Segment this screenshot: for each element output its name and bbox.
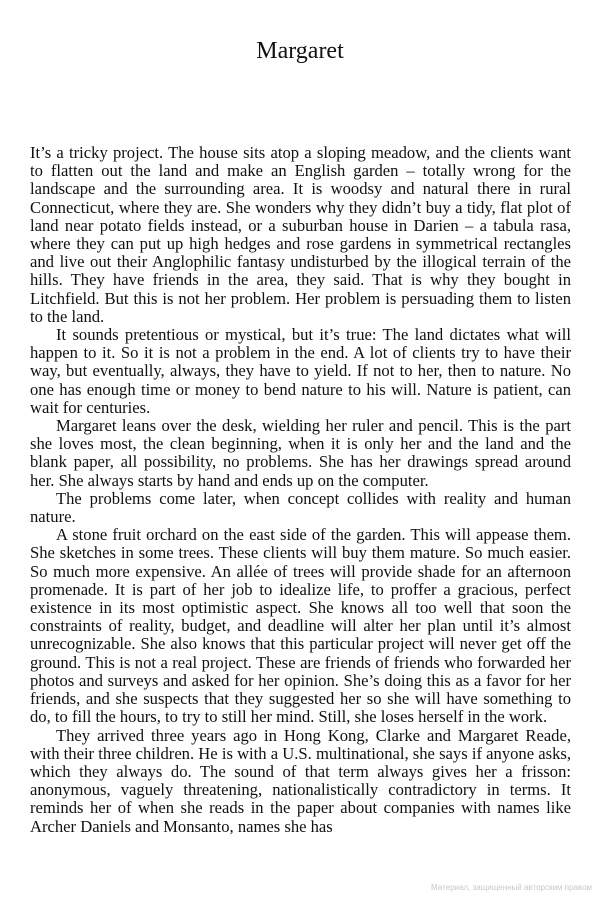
paragraph-1: It’s a tricky project. The house sits atop a sloping meadow, and the clients want to flatten out the land and make an English garden – totally wrong for the landscape and the surrounding area. It is woodsy and natural there in rural Connecticut, where they are. She wonders why they didn’t buy a tidy, flat plot of land near potato fields instead, or a suburban house in Darien – a tabula rasa, where they can put up high hedges and rose gardens in symmetrical rectangles and live out their Anglophilic fantasy undisturbed by the illogical terrain of the hills. They have friends in the area, they said. That is why they bought in Litchfield. But this is not her problem. Her problem is persuading them to listen to the land. [30,143,571,326]
chapter-body [30,144,571,836]
chapter-title: Margaret [256,38,344,64]
paragraph-4: The problems come later, when concept collides with reality and human nature. [30,488,571,527]
copyright-watermark: Материал, защищенный авторским правом [431,883,592,892]
paragraph-3: Margaret leans over the desk, wielding her ruler and pencil. This is the part she loves most, the clean beginning, when it is only her and the land and the blank paper, all possibility, no problems. She has her drawings spread around her. She always starts by hand and ends up on the computer. [30,416,571,490]
paragraph-6: They arrived three years ago in Hong Kong, Clarke and Margaret Reade, with their three children. He is with a U.S. multinational, she says if anyone asks, which they always do. The sound of that term always gives her a frisson: anonymous, vaguely threatening, nationalistically contradictory in terms. It reminds her of when she reads in the paper about companies with names like Archer Daniels and Monsanto, names she has [30,725,571,836]
paragraph-5: A stone fruit orchard on the east side of the garden. This will appease them. She sketches in some trees. These clients will buy them mature. So much easier. So much more expensive. An allée of trees will provide shade for an afternoon promenade. It is part of her job to idealize life, to proffer a gracious, perfect existence in its most optimistic aspect. She knows all too well that soon the constraints of reality, budget, and deadline will alter her plan until it’s almost unrecognizable. She also knows that this particular project will never get off the ground. This is not a real project. These are friends of friends who forwarded her photos and surveys and asked for her opinion. She’s doing this as a favor for her friends, and she suspects that they suggested her so she will have something to do, to fill the hours, to try to still her mind. Still, she loses herself in the work. [30,525,571,727]
paragraph-2: It sounds pretentious or mystical, but it’s true: The land dictates what will happen to it. So it is not a problem in the end. A lot of clients try to have their way, but eventually, always, they have to yield. If not to her, then to nature. No one has enough time or money to bend nature to his will. Nature is patient, can wait for centuries. [30,325,571,417]
